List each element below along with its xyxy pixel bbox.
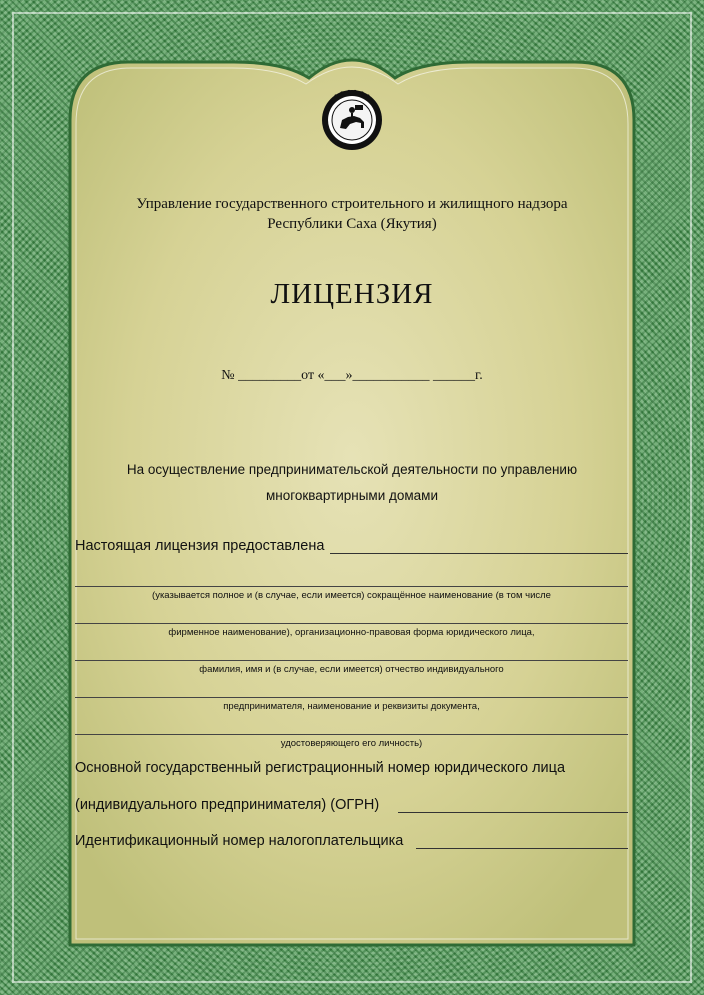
coat-of-arms-sakha-icon <box>320 88 384 152</box>
note-line-5: удостоверяющего его личность) <box>280 738 423 749</box>
fill-line <box>75 660 628 661</box>
note-line-4: предпринимателя, наименование и реквизиты документа, <box>223 701 480 712</box>
issuing-authority <box>90 194 614 234</box>
granted-blank-line <box>330 553 628 554</box>
fill-line <box>75 697 628 698</box>
note-line-1: (указывается полное и (в случае, если имеется) сокращённое наименование (в том числе <box>152 590 551 601</box>
ogrn-label-line-2: (индивидуального предпринимателя) (ОГРН) <box>75 797 380 813</box>
fill-line <box>75 586 628 587</box>
document-title: ЛИЦЕНЗИЯ <box>270 278 434 310</box>
ogrn-label-line-1: Основной государственный регистрационный номер юридического лица <box>75 760 566 776</box>
note-line-2: фирменное наименование), организационно-правовая форма юридического лица, <box>168 627 535 638</box>
inn-blank-line <box>416 848 628 849</box>
ogrn-blank-line <box>398 812 628 813</box>
authority-line-1: Управление государственного строительного и жилищного надзора <box>136 196 568 212</box>
inn-label: Идентификационный номер налогоплательщика <box>75 833 404 849</box>
fill-line <box>75 623 628 624</box>
license-number-line: № _________от «___»___________ ______г. <box>221 368 483 383</box>
granted-label: Настоящая лицензия предоставлена <box>75 538 325 554</box>
activity-description <box>95 457 609 509</box>
note-line-3: фамилия, имя и (в случае, если имеется) отчество индивидуального <box>199 664 504 675</box>
activity-line-1: На осуществление предпринимательской деятельности по управлению <box>126 462 578 477</box>
authority-line-2: Республики Саха (Якутия) <box>267 216 437 232</box>
fill-line <box>75 734 628 735</box>
activity-line-2: многоквартирными домами <box>266 488 438 503</box>
